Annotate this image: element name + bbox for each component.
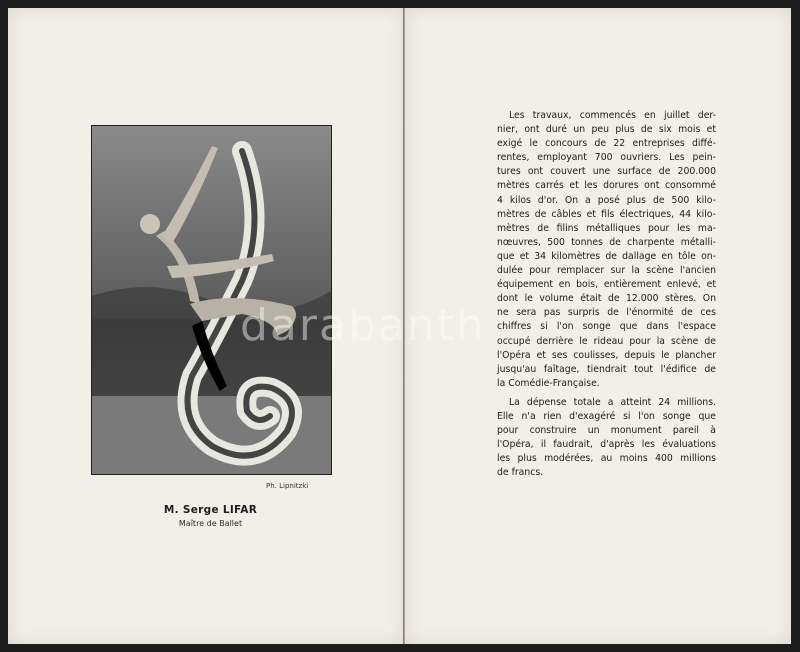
text-line: de francs.	[497, 467, 544, 479]
text-line: que et 34 kilomètres de dallage en tôle on-	[497, 250, 716, 262]
text-line: dulée pour remplacer sur la scène l'ancien	[497, 265, 716, 277]
text-line: mètres carrés et les dorures ont consommé	[497, 180, 716, 192]
text-line: exigé le concours de 22 entreprises diffé-	[497, 138, 716, 150]
text-line: 4 kilos d'or. On a posé plus de 500 kilo-	[497, 194, 716, 206]
text-line: rentes, employant 700 ouvriers. Les pein-	[497, 152, 716, 164]
text-line: l'Opéra, il faudrait, d'après les évaluations	[497, 439, 716, 451]
paragraph-1	[497, 109, 716, 391]
paragraph-2	[497, 396, 716, 481]
text-line: l'Opéra et ses coulisses, depuis le plancher	[497, 349, 716, 361]
text-line: tures ont couvert une surface de 200.000	[497, 166, 716, 178]
caption-title: Maître de Ballet	[178, 519, 243, 528]
text-line: la Comédie-Française.	[497, 377, 600, 389]
watermark: darabanth	[240, 300, 486, 351]
text-line: les plus modérées, au moins 400 millions	[497, 453, 716, 465]
text-line: ne sera pas surpris de l'énormité de ces	[497, 307, 716, 319]
text-line: mètres de câbles et fils électriques, 44 kilo-	[497, 208, 716, 220]
dancer-photo	[91, 125, 332, 475]
text-line: jusqu'au faîtage, tiendrait tout l'édifice de	[497, 363, 716, 375]
text-line: pour construire un monument pareil à	[497, 425, 716, 437]
text-line: équipement en bois, entièrement enlevé, et	[497, 279, 716, 291]
text-line: Elle n'a rien d'exagéré si l'on songe que	[497, 410, 716, 422]
body-text	[497, 109, 716, 480]
left-page	[8, 8, 404, 644]
right-page	[405, 8, 791, 644]
text-line: Les travaux, commencés en juillet der-	[509, 110, 716, 121]
text-line: nœuvres, 500 tonnes de charpente métalli-	[497, 236, 716, 248]
text-line: dont le volume était de 12.000 stères. On	[497, 293, 716, 305]
text-line: occupé derrière le rideau pour la scène de	[497, 335, 716, 347]
text-line: nier, ont duré un peu plus de six mois et	[497, 124, 716, 136]
dancer-photo-image	[92, 126, 331, 474]
text-line: mètres de filins métalliques pour les ma-	[497, 222, 716, 234]
text-line: chiffres si l'on songe que dans l'espace	[497, 321, 716, 333]
text-line: La dépense totale a atteint 24 millions.	[509, 396, 716, 408]
photo-credit: Ph. Lipnitzki	[266, 482, 309, 490]
caption-name: M. Serge LIFAR	[163, 504, 258, 516]
